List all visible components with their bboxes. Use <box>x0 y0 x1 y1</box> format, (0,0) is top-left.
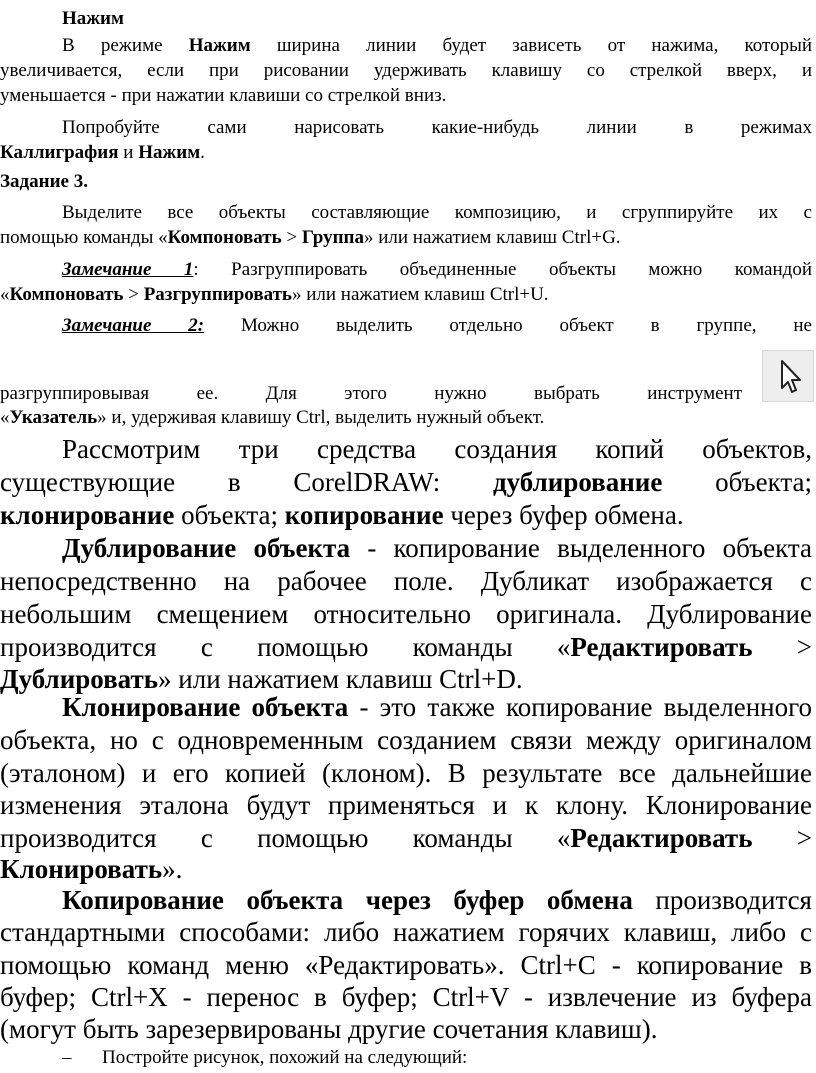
p4-line3 <box>0 499 812 531</box>
note1-a: « <box>0 284 10 305</box>
p5-bold: Дублирование объекта <box>62 533 351 563</box>
p5-line2: непосредственно на рабочее поле. Дубликат изображается с <box>0 566 812 596</box>
p7-bold: Копирование объекта через буфер обмена <box>62 885 633 915</box>
p2-bold2: Нажим <box>138 142 201 163</box>
p6-line4: изменения эталона будут применяться и к клону. Клонирование <box>0 790 812 820</box>
p6-line5 <box>0 822 812 854</box>
p2-line1: Попробуйте сами нарисовать какие-нибудь линии в режимах <box>62 117 812 138</box>
note2-label: Замечание 2: <box>62 315 205 336</box>
p6-line3: (эталоном) и его копией (клоном). В результате все дальнейшие <box>0 758 812 788</box>
p7-line2: стандартными способами: либо нажатием горячих клавиш, либо с <box>0 917 812 947</box>
p3-sep: > <box>281 227 302 248</box>
p4-bold2: клонирование <box>0 500 175 530</box>
note1-sep: > <box>123 284 144 305</box>
note1-end: » или нажатием клавиш Ctrl+U. <box>291 284 549 305</box>
p3-a: помощью команды « <box>0 227 168 248</box>
p6-t: - это также копирование выделенного <box>348 692 812 722</box>
heading-text: Нажим <box>62 8 124 29</box>
p5-line1 <box>62 532 812 564</box>
p4-line2 <box>0 466 812 498</box>
p7-line1 <box>62 884 812 916</box>
p2-end: . <box>200 142 205 163</box>
bullet-text: Постройте рисунок, похожий на следующий: <box>102 1047 468 1068</box>
p6-line1 <box>62 691 812 723</box>
p3-bold1: Компоновать <box>167 227 282 248</box>
p5-line4-c: > <box>752 632 812 662</box>
p6-line5-bold: Редактировать <box>570 823 753 853</box>
p1-line2: увеличивается, если при рисовании удерживать клавишу со стрелкой вверх, и <box>0 60 812 81</box>
note2-end: » и, удерживая клавишу Ctrl, выделить нужный объект. <box>97 407 545 428</box>
note1-line2 <box>0 282 812 307</box>
note2-line1 <box>62 313 812 338</box>
p5-line4 <box>0 631 812 663</box>
p7-line3: помощью команд меню «Редактировать». Ctrl+C - копирование в <box>0 950 812 980</box>
p7-t: производится <box>632 885 812 915</box>
p6-line6-bold: Клонировать <box>0 854 163 884</box>
note2-line3 <box>0 405 812 430</box>
p1-a: В режиме <box>62 35 189 56</box>
p5-line3: небольшим смещением относительно оригинала. Дублирование <box>0 599 812 629</box>
p6-line2: объекта, но с одновременным созданием связи между оригиналом <box>0 725 812 755</box>
pointer-arrow-svg <box>763 351 813 401</box>
p5-t: - копирование выделенного объекта <box>350 533 812 563</box>
bullet-item <box>62 1045 812 1070</box>
note1-text: : Разгруппировать объединенные объекты можно командой <box>193 259 812 280</box>
note2-text: Можно выделить отдельно объект в группе, не <box>204 315 812 336</box>
p6-line5-c: > <box>752 823 812 853</box>
note1-bold2: Разгруппировать <box>143 284 292 305</box>
bullet-dash: – <box>62 1047 72 1068</box>
p5-line5-bold: Дублировать <box>0 664 159 694</box>
note1-line1 <box>62 257 812 282</box>
p4-c: объекта; <box>662 467 813 497</box>
p4-t3: объекта; <box>174 500 285 530</box>
p6-line6-c: ». <box>162 854 183 884</box>
p2-mid: и <box>118 142 139 163</box>
p1-bold: Нажим <box>188 35 251 56</box>
p4-line1: Рассмотрим три средства создания копий объектов, <box>62 434 812 464</box>
heading-nazhim <box>62 6 362 31</box>
p4-a: существующие в CorelDRAW: <box>0 467 493 497</box>
task3-heading <box>0 169 812 194</box>
p6-bold: Клонирование объекта <box>62 692 349 722</box>
note1-label: Замечание 1 <box>62 259 194 280</box>
note2-bold1: Указатель <box>9 407 98 428</box>
p1-line3: уменьшается - при нажатии клавиши со стрелкой вниз. <box>0 85 447 106</box>
task3-text: Задание 3. <box>0 171 88 192</box>
p4-t4: через буфер обмена. <box>443 500 684 530</box>
p2-bold1: Каллиграфия <box>0 142 119 163</box>
p6-line6 <box>0 853 812 885</box>
note1-bold1: Компоновать <box>9 284 124 305</box>
note2-a: « <box>0 407 10 428</box>
p4-bold1: дублирование <box>492 467 663 497</box>
p4-bold3: копирование <box>284 500 444 530</box>
p1-c: ширина линии будет зависеть от нажима, который <box>250 35 813 56</box>
note2-line2: разгруппировывая ее. Для этого нужно выбрать инструмент <box>0 383 742 404</box>
p5-line4-bold: Редактировать <box>570 632 753 662</box>
p3-bold2: Группа <box>301 227 364 248</box>
p6-line5-a: производится с помощью команды « <box>0 823 571 853</box>
p7-line5: (могут быть зарезервированы другие сочетания клавиш). <box>0 1014 658 1044</box>
pointer-arrow-icon <box>762 350 814 402</box>
p3-line2 <box>0 225 812 250</box>
p2-line2 <box>0 140 812 165</box>
p7-line4: буфер; Ctrl+X - перенос в буфер; Ctrl+V - извлечение из буфера <box>0 982 812 1012</box>
p5-line5-c: » или нажатием клавиш Ctrl+D. <box>158 664 523 694</box>
p3-end: » или нажатием клавиш Ctrl+G. <box>363 227 621 248</box>
p3-line1: Выделите все объекты составляющие композицию, и сгруппируйте их с <box>62 202 812 223</box>
p1-line1 <box>62 33 812 58</box>
p5-line4-a: производится с помощью команды « <box>0 632 571 662</box>
